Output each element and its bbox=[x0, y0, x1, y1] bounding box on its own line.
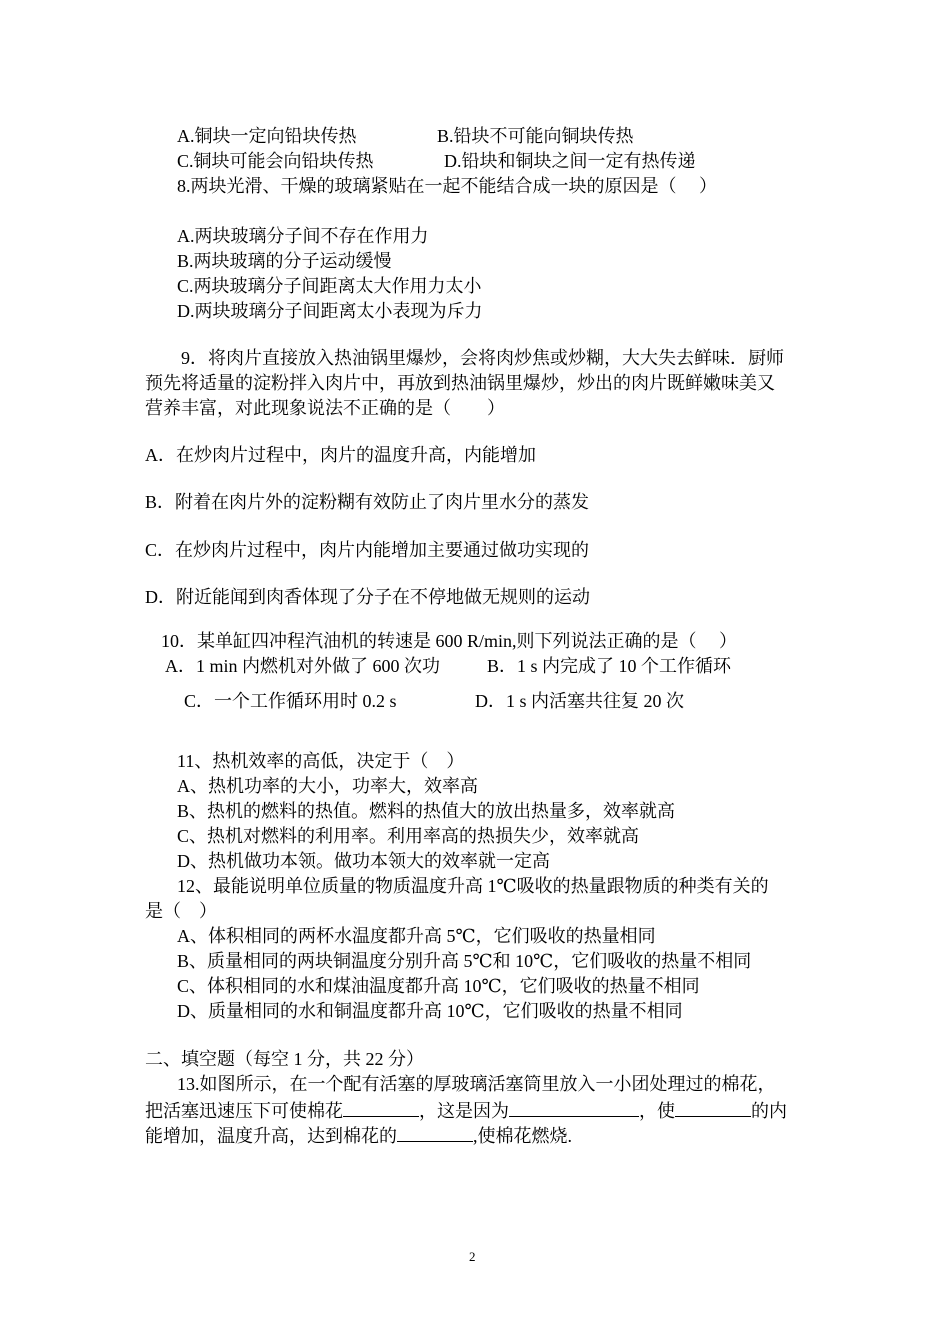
q12-option-a: A、体积相同的两杯水温度都升高 5℃，它们吸收的热量相同 bbox=[177, 926, 656, 946]
q11-option-b: B、热机的燃料的热值。燃料的热值大的放出热量多，效率就高 bbox=[177, 801, 676, 821]
q11-option-d: D、热机做功本领。做功本领大的效率就一定高 bbox=[177, 851, 550, 871]
q12-option-c: C、体积相同的水和煤油温度都升高 10℃，它们吸收的热量不相同 bbox=[177, 976, 700, 996]
q9-stem-line-1: 9．将肉片直接放入热油锅里爆炒，会将肉炒焦或炒糊，大大失去鲜味．厨师 bbox=[181, 348, 784, 368]
q13-text-c: ，使 bbox=[639, 1101, 675, 1121]
q8-option-d: D.两块玻璃分子间距离太小表现为斥力 bbox=[177, 301, 483, 321]
q7-option-a: A.铜块一定向铅块传热 bbox=[177, 126, 357, 146]
q9-option-b: B．附着在肉片外的淀粉糊有效防止了肉片里水分的蒸发 bbox=[145, 492, 590, 512]
q13-text-d: 的内 bbox=[751, 1101, 787, 1121]
q12-stem-line-2: 是（ ） bbox=[145, 901, 217, 921]
q10-stem: 10．某单缸四冲程汽油机的转速是 600 R/min,则下列说法正确的是（ ） bbox=[161, 631, 738, 651]
q8-option-b: B.两块玻璃的分子运动缓慢 bbox=[177, 251, 392, 271]
q7-option-d: D.铅块和铜块之间一定有热传递 bbox=[444, 151, 696, 171]
q8-stem: 8.两块光滑、干燥的玻璃紧贴在一起不能结合成一块的原因是（ ） bbox=[177, 176, 717, 196]
q13-text-b: ，这是因为 bbox=[419, 1101, 509, 1121]
q13-blank-2[interactable] bbox=[509, 1100, 639, 1117]
q10-option-c: C．一个工作循环用时 0.2 s bbox=[184, 691, 397, 711]
q13-blank-1[interactable] bbox=[343, 1100, 419, 1117]
q8-option-c: C.两块玻璃分子间距离太大作用力太小 bbox=[177, 276, 482, 296]
q13-text-f: ,使棉花燃烧. bbox=[473, 1126, 572, 1146]
page-number: 2 bbox=[469, 1249, 476, 1264]
q13-text-e: 能增加，温度升高，达到棉花的 bbox=[145, 1126, 397, 1146]
q9-option-d: D．附近能闻到肉香体现了分子在不停地做无规则的运动 bbox=[145, 587, 590, 607]
q13-blank-3[interactable] bbox=[675, 1100, 751, 1117]
q11-stem: 11、热机效率的高低，决定于（ ） bbox=[177, 751, 465, 771]
q9-option-c: C．在炒肉片过程中，肉片内能增加主要通过做功实现的 bbox=[145, 540, 590, 560]
q7-option-c: C.铜块可能会向铅块传热 bbox=[177, 151, 374, 171]
q8-option-a: A.两块玻璃分子间不存在作用力 bbox=[177, 226, 429, 246]
q10-option-b: B．1 s 内完成了 10 个工作循环 bbox=[487, 656, 732, 676]
q11-option-c: C、热机对燃料的利用率。利用率高的热损失少，效率就高 bbox=[177, 826, 640, 846]
q7-option-b: B.铅块不可能向铜块传热 bbox=[437, 126, 634, 146]
section-heading-fill-in: 二、填空题（每空 1 分，共 22 分） bbox=[145, 1049, 424, 1069]
q12-option-d: D、质量相同的水和铜温度都升高 10℃，它们吸收的热量不相同 bbox=[177, 1001, 683, 1021]
q9-stem-line-2: 预先将适量的淀粉拌入肉片中，再放到热油锅里爆炒，炒出的肉片既鲜嫩味美又 bbox=[145, 373, 775, 393]
q10-option-d: D．1 s 内活塞共往复 20 次 bbox=[475, 691, 685, 711]
q13-line-2 bbox=[145, 1100, 787, 1120]
q9-option-a: A．在炒肉片过程中，肉片的温度升高，内能增加 bbox=[145, 445, 536, 465]
q13-text-a: 把活塞迅速压下可使棉花 bbox=[145, 1101, 343, 1121]
q13-blank-4[interactable] bbox=[397, 1125, 473, 1142]
q9-stem-line-3: 营养丰富，对此现象说法不正确的是（ ） bbox=[145, 398, 505, 418]
q13-line-3 bbox=[145, 1125, 572, 1145]
q12-option-b: B、质量相同的两块铜温度分别升高 5℃和 10℃，它们吸收的热量不相同 bbox=[177, 951, 752, 971]
q10-option-a: A．1 min 内燃机对外做了 600 次功 bbox=[165, 656, 440, 676]
q13-line-1: 13.如图所示，在一个配有活塞的厚玻璃活塞筒里放入一小团处理过的棉花， bbox=[177, 1074, 776, 1094]
q11-option-a: A、热机功率的大小，功率大，效率高 bbox=[177, 776, 478, 796]
q12-stem-line-1: 12、最能说明单位质量的物质温度升高 1℃吸收的热量跟物质的种类有关的 bbox=[177, 876, 769, 896]
